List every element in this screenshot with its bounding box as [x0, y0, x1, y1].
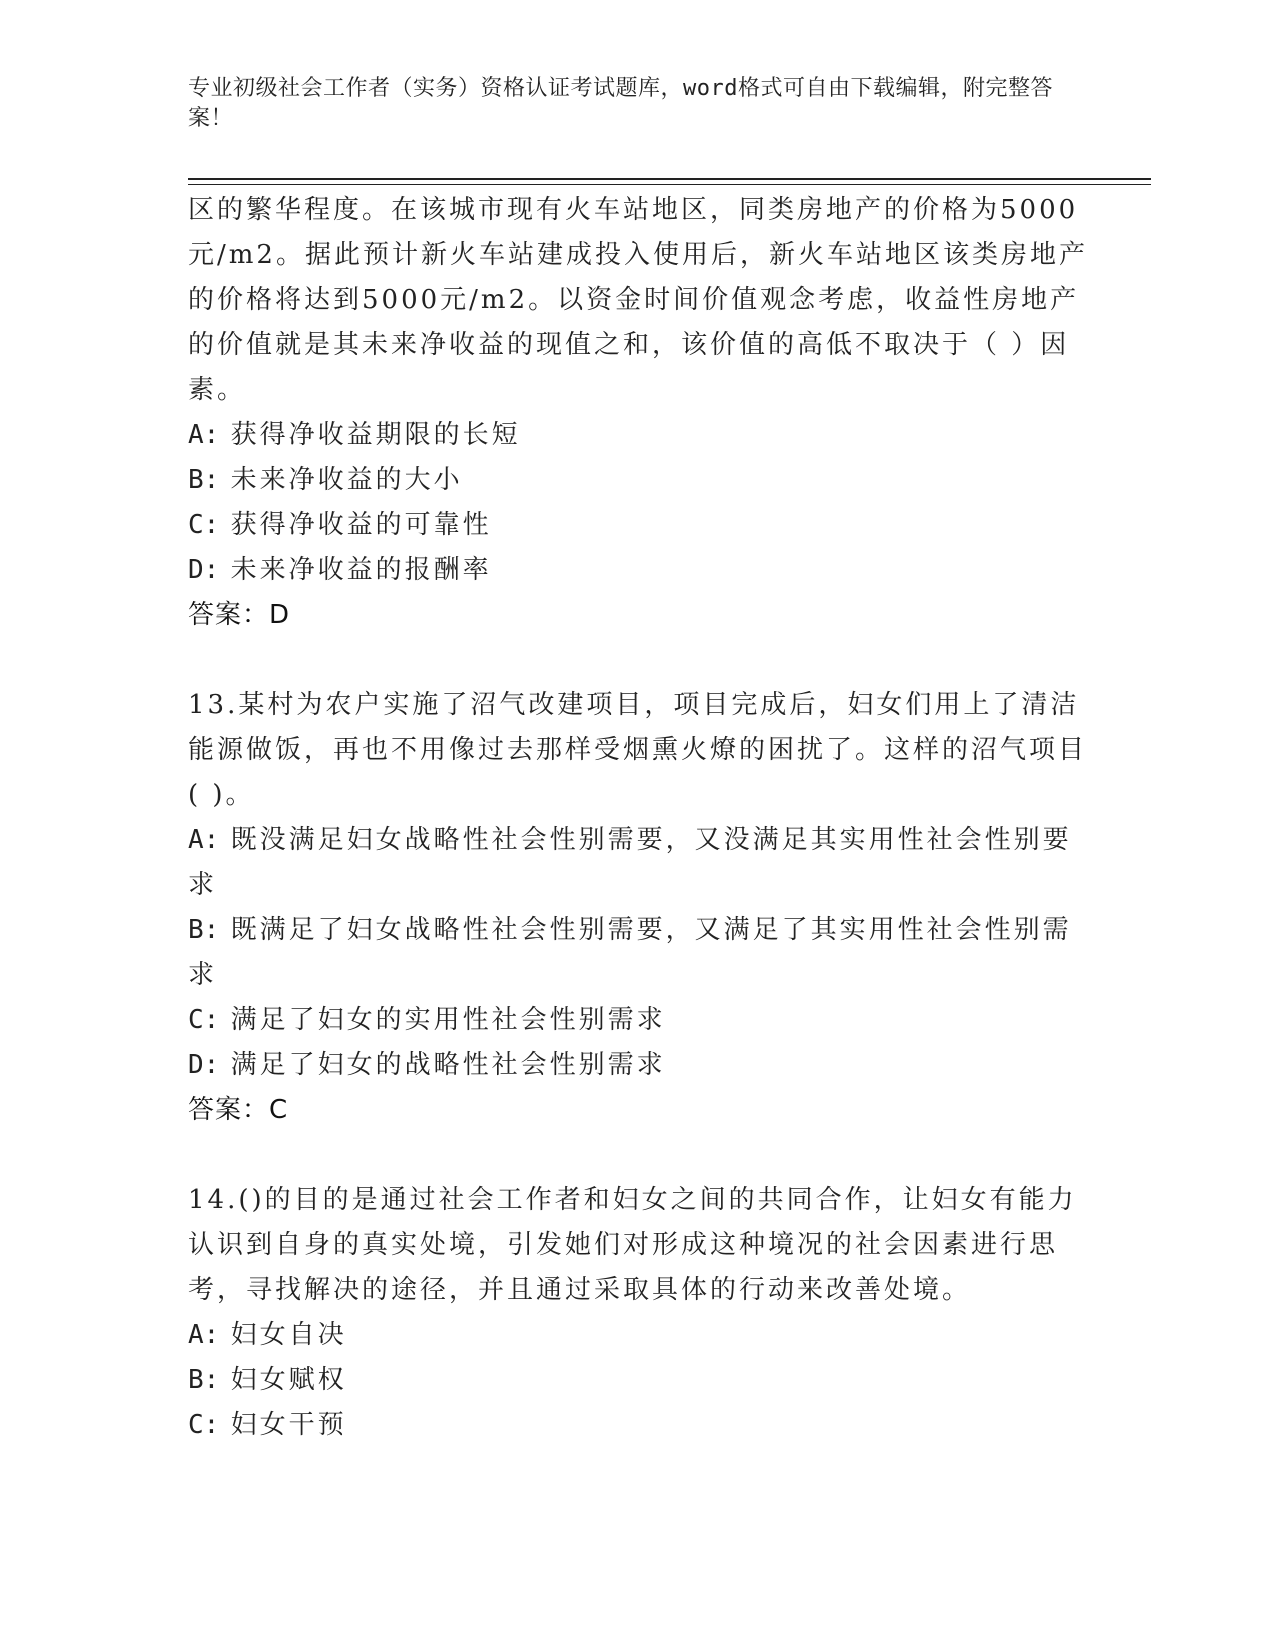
answer-line: 答案：D — [188, 600, 291, 630]
option-text: 妇女自决 — [230, 1320, 347, 1350]
option-a — [188, 818, 1088, 908]
page-header: 专业初级社会工作者（实务）资格认证考试题库，word格式可自由下载编辑，附完整答案！ — [188, 76, 1053, 131]
option-c — [188, 998, 1088, 1043]
option-a — [188, 1313, 1088, 1358]
question-stem: 13.某村为农户实施了沼气改建项目，项目完成后，妇女们用上了清洁能源做饭，再也不用像过去那样受烟熏火燎的困扰了。这样的沼气项目( )。 — [188, 690, 1088, 810]
option-text: 获得净收益期限的长短 — [230, 420, 521, 450]
option-label: C: — [188, 510, 220, 540]
option-b — [188, 908, 1088, 998]
option-b — [188, 458, 1088, 503]
question-block — [188, 683, 1088, 1133]
option-text: 既没满足妇女战略性社会性别需要，又没满足其实用性社会性别要求 — [188, 825, 1072, 900]
option-label: C: — [188, 1005, 220, 1035]
answer-line: 答案：C — [188, 1095, 289, 1125]
option-b — [188, 1358, 1088, 1403]
option-text: 未来净收益的报酬率 — [230, 555, 492, 585]
question-stem: 区的繁华程度。在该城市现有火车站地区，同类房地产的价格为5000元/m2。据此预计新火车站建成投入使用后，新火车站地区该类房地产的价格将达到5000元/m2。以资金时间价值观念考虑，收益性房地产的价值就是其未来净收益的现值之和，该价值的高低不取决于（ ）因素。 — [188, 195, 1088, 405]
option-a — [188, 413, 1088, 458]
option-text: 既满足了妇女战略性社会性别需要，又满足了其实用性社会性别需求 — [188, 915, 1072, 990]
option-d — [188, 1043, 1088, 1088]
option-label: A: — [188, 825, 220, 855]
option-label: B: — [188, 465, 220, 495]
option-label: B: — [188, 915, 220, 945]
option-label: B: — [188, 1365, 220, 1395]
question-block — [188, 188, 1088, 638]
option-label: D: — [188, 1050, 220, 1080]
option-text: 未来净收益的大小 — [230, 465, 463, 495]
spacer — [188, 638, 1088, 683]
question-content — [188, 188, 1088, 1448]
option-label: D: — [188, 555, 220, 585]
option-text: 妇女赋权 — [230, 1365, 347, 1395]
question-stem: 14.()的目的是通过社会工作者和妇女之间的共同合作，让妇女有能力认识到自身的真实处境，引发她们对形成这种境况的社会因素进行思考，寻找解决的途径，并且通过采取具体的行动来改善处境。 — [188, 1185, 1077, 1305]
spacer — [188, 1133, 1088, 1178]
option-text: 妇女干预 — [230, 1410, 347, 1440]
header-divider-thick — [188, 178, 1151, 180]
header-divider-thin — [188, 184, 1151, 185]
option-label: A: — [188, 420, 220, 450]
option-d — [188, 548, 1088, 593]
option-c — [188, 1403, 1088, 1448]
option-text: 满足了妇女的战略性社会性别需求 — [230, 1050, 666, 1080]
option-label: C: — [188, 1410, 220, 1440]
question-block — [188, 1178, 1088, 1448]
option-label: A: — [188, 1320, 220, 1350]
option-text: 满足了妇女的实用性社会性别需求 — [230, 1005, 666, 1035]
option-text: 获得净收益的可靠性 — [230, 510, 492, 540]
option-c — [188, 503, 1088, 548]
